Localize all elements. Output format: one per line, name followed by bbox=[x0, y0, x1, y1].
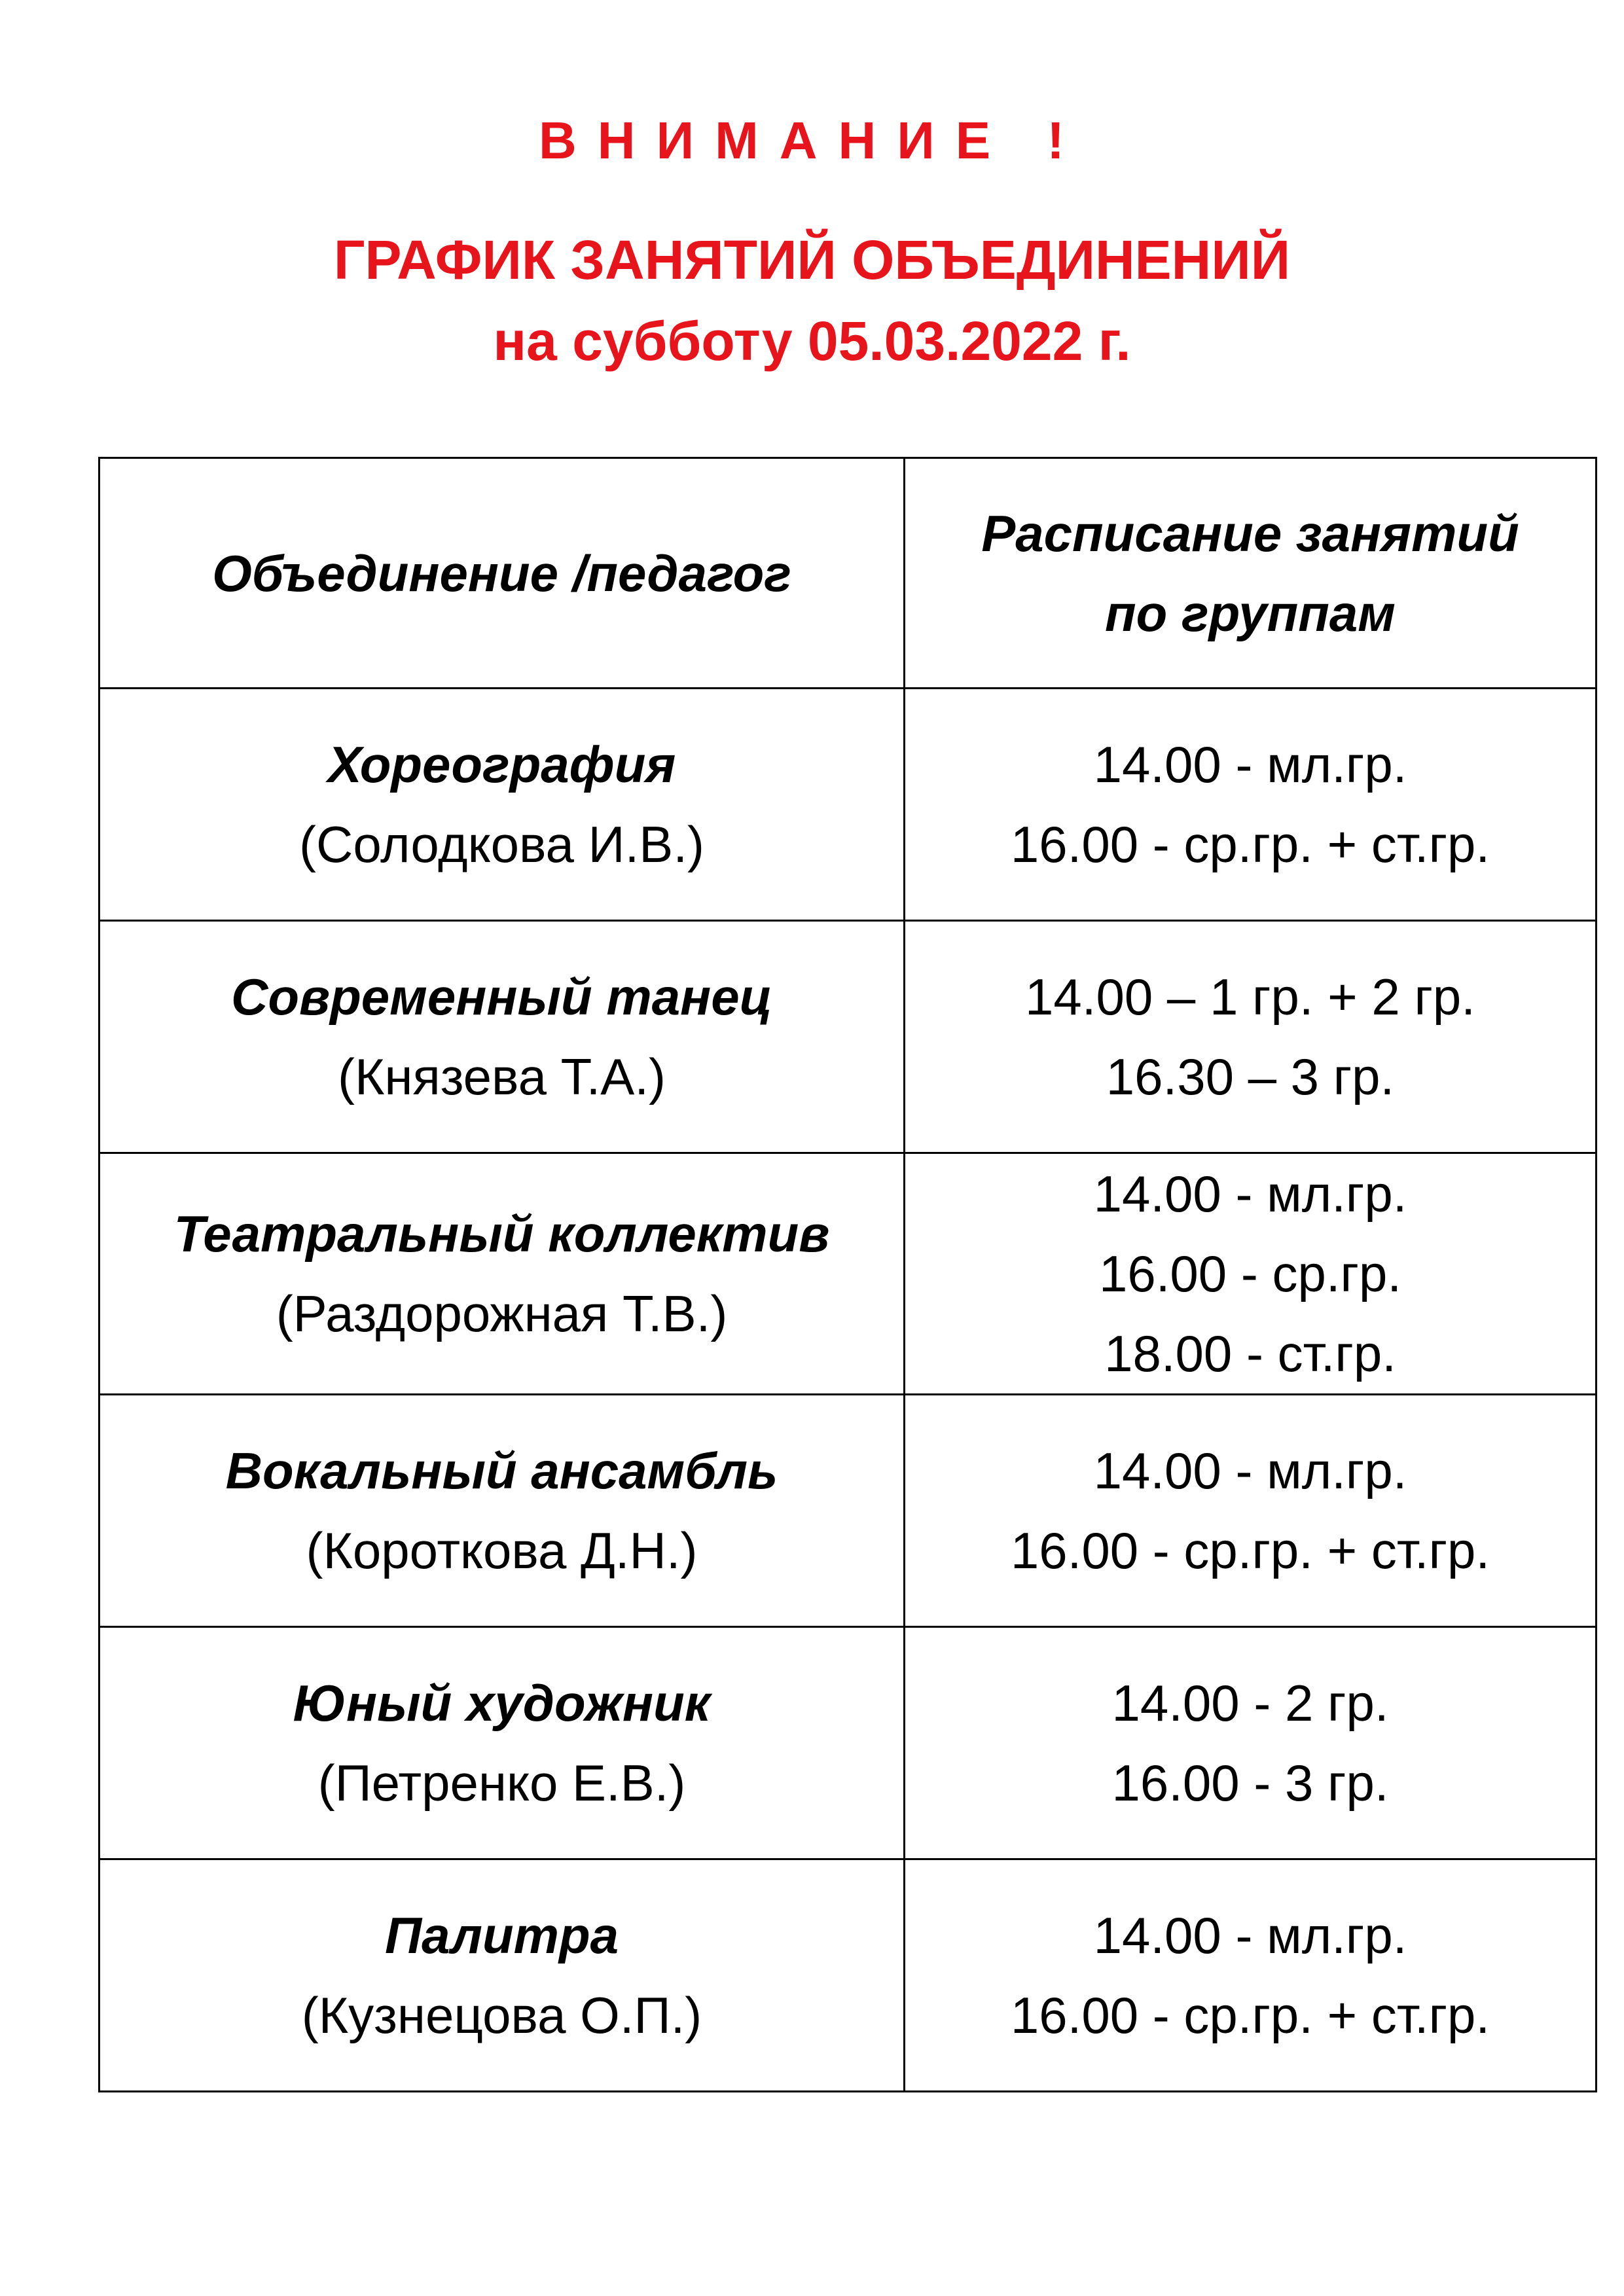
schedule-line: 14.00 – 1 гр. + 2 гр. bbox=[1025, 968, 1475, 1026]
schedule-cell bbox=[905, 1395, 1597, 1627]
schedule-line: 18.00 - ст.гр. bbox=[1104, 1325, 1396, 1382]
attention-heading: ВНИМАНИЕ ! bbox=[539, 111, 1085, 170]
schedule-line: 16.00 - ср.гр. + ст.гр. bbox=[1010, 1986, 1490, 2044]
table-header-row bbox=[99, 458, 1597, 689]
table-row bbox=[99, 1627, 1597, 1859]
teacher-name: (Кузнецова О.П.) bbox=[301, 1986, 702, 2044]
schedule-line: 14.00 - мл.гр. bbox=[1093, 736, 1407, 793]
schedule-line: 14.00 - мл.гр. bbox=[1093, 1165, 1407, 1223]
column-header-group-teacher: Объединение /педагог bbox=[99, 458, 905, 689]
teacher-name: (Князева Т.А.) bbox=[338, 1048, 666, 1105]
group-name: Современный танец bbox=[231, 968, 772, 1026]
column-header-schedule bbox=[905, 458, 1597, 689]
schedule-line: 16.00 - 3 гр. bbox=[1111, 1754, 1389, 1812]
schedule-cell bbox=[905, 689, 1597, 921]
schedule-cell bbox=[905, 921, 1597, 1153]
group-name: Палитра bbox=[385, 1907, 619, 1964]
schedule-line: 16.00 - ср.гр. + ст.гр. bbox=[1010, 816, 1490, 873]
group-cell bbox=[99, 689, 905, 921]
teacher-name: (Раздорожная Т.В.) bbox=[276, 1285, 728, 1342]
schedule-table bbox=[98, 457, 1597, 2092]
schedule-cell bbox=[905, 1153, 1597, 1395]
group-name: Юный художник bbox=[293, 1674, 711, 1732]
schedule-cell bbox=[905, 1627, 1597, 1859]
group-name: Вокальный ансамбль bbox=[225, 1442, 778, 1499]
teacher-name: (Солодкова И.В.) bbox=[299, 816, 704, 873]
group-cell bbox=[99, 921, 905, 1153]
schedule-title: ГРАФИК ЗАНЯТИЙ ОБЪЕДИНЕНИЙ bbox=[333, 229, 1291, 291]
schedule-line: 16.00 - ср.гр. bbox=[1098, 1245, 1402, 1302]
schedule-date: на субботу 05.03.2022 г. bbox=[493, 310, 1131, 372]
schedule-line: 14.00 - мл.гр. bbox=[1093, 1442, 1407, 1499]
group-cell bbox=[99, 1395, 905, 1627]
schedule-line: 14.00 - мл.гр. bbox=[1093, 1907, 1407, 1964]
schedule-cell bbox=[905, 1859, 1597, 2092]
group-cell bbox=[99, 1859, 905, 2092]
table-row bbox=[99, 1395, 1597, 1627]
schedule-line: 16.30 – 3 гр. bbox=[1106, 1048, 1395, 1105]
column-header-schedule-line: по группам bbox=[1105, 584, 1396, 642]
schedule-line: 16.00 - ср.гр. + ст.гр. bbox=[1010, 1522, 1490, 1579]
table-row bbox=[99, 1859, 1597, 2092]
table-row bbox=[99, 689, 1597, 921]
group-cell bbox=[99, 1153, 905, 1395]
group-name: Хореография bbox=[327, 736, 676, 793]
table-row bbox=[99, 921, 1597, 1153]
group-name: Театральный коллектив bbox=[173, 1205, 830, 1263]
group-cell bbox=[99, 1627, 905, 1859]
table-row bbox=[99, 1153, 1597, 1395]
schedule-line: 14.00 - 2 гр. bbox=[1111, 1674, 1389, 1732]
teacher-name: (Короткова Д.Н.) bbox=[306, 1522, 698, 1579]
column-header-schedule-line: Расписание занятий bbox=[981, 504, 1519, 562]
teacher-name: (Петренко Е.В.) bbox=[317, 1754, 686, 1812]
